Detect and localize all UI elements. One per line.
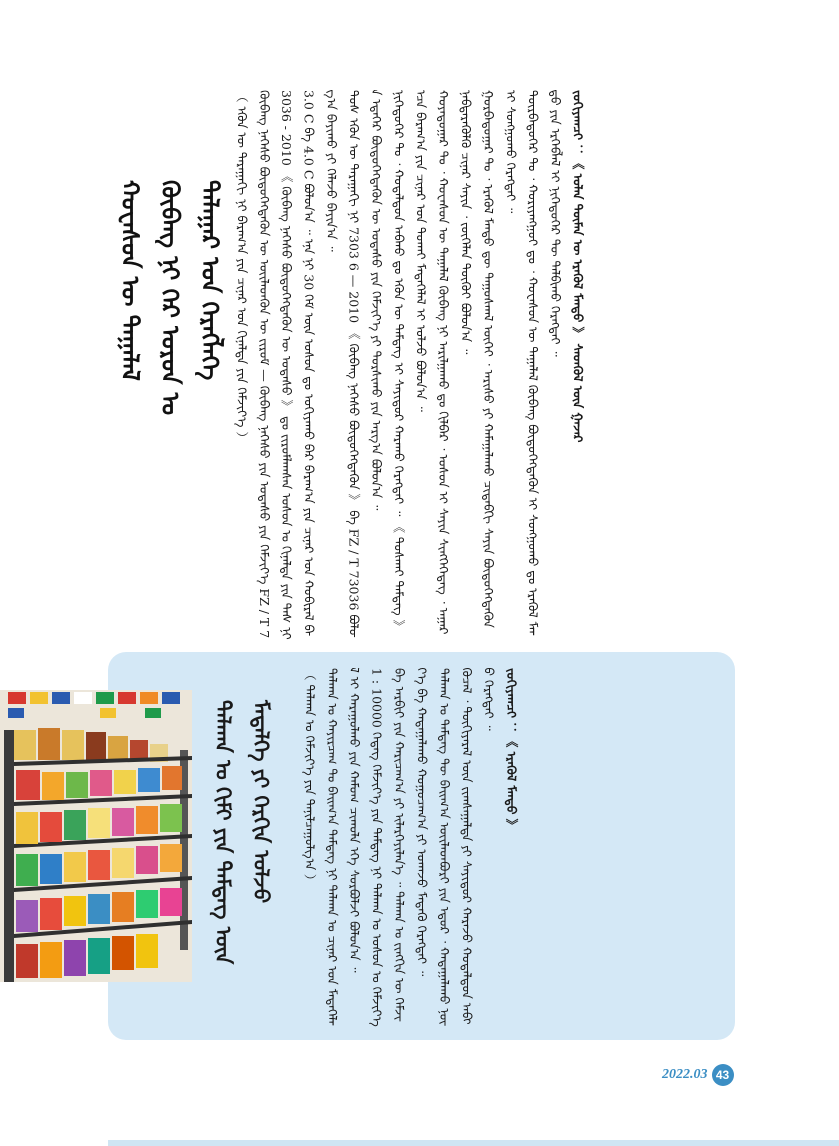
article-paragraph: ᠭᠤᠷᠪᠠᠳᠤᠭᠠᠷ ᠲᠤ ᠂ ᠡᠷᠡᠭᠦᠯ ᠮᠡᠨᠳᠦ ᠳᠦ ᠳᠠᠭᠤᠰᠬᠠᠯ ᠦᠭᠡᠢ ᠂ ᠠᠷᠢᠰᠤ ᠶᠢ ᠬᠠᠮᠠᠭᠠᠯᠠᠬᠤ ᠴᠢᠳᠠᠪᠬᠢ ᠰᠠᠶᠢᠨ ᠪᠦᠲᠦᠭᠡᠭᠳᠡᠬᠦᠨ ᠢ ᠰᠣᠩᠭᠣᠬᠤ ᠬᠡᠷᠡᠭᠲᠡᠢ ᠃: [480, 90, 519, 628]
article-paragraph: ᠬᠦᠪᠡᠩ ᠨᠡᠬᠡᠰᠦ ᠪᠦᠲᠦᠭᠡᠭᠳᠡᠬᠦᠨ ᠦ ᠦᠢᠯᠡᠳᠬᠦᠨ ᠦ ᠵᠢᠷᠤᠮ — ᠬᠦᠪᠡᠩ ᠨᠡᠬᠡᠰᠦ ᠶᠢᠨ ᠤᠲᠠᠰᠤ ᠶᠢᠨ ᠬᠡᠮᠵᠢᠶ᠎ᠡ FZ / T 73036 - 2010 《 ᠬᠦᠪᠡᠩ ᠨᠡᠬᠡᠰᠦ ᠪᠦᠲᠦᠭᠡᠭᠳᠡᠬᠦᠨ ᠦ ᠤᠲᠠᠰᠤ 》 ᠳᠤ ᠵᠢᠷᠤᠮᠯᠠᠭᠰᠠᠨ ᠤᠰᠤᠨ ᠤ ᠬᠢᠨᠠᠯᠲᠠ ᠶᠢᠨ ᠳᠡᠰ ᠨᠢ 3.0 C ᠪᠠ 4.0 C ᠪᠤᠯᠤᠨ᠎ᠠ ᠃ ᠡᠨᠡ ᠨᠢ 30 ᠬᠡᠮ ᠦᠨ ᠤᠰᠤᠨ ᠳᠤ ᠤᠭᠢᠶᠠᠬᠤ ᠪᠠᠷ ᠪᠠᠷᠠᠭ᠎ᠠ ᠶᠢᠨ ᠴᠢᠨᠠᠷ ᠤᠨ ᠬᠤᠪᠢᠷᠠᠯ ᠪᠠᠭ᠎ᠠ ᠪᠠᠶᠢᠬᠤ ᠶᠢ ᠬᠡᠯᠡᠵᠦ ᠪᠠᠶᠢᠨ᠎ᠠ ᠃: [256, 90, 340, 640]
article-title-line-3: ᠲᠠᠯᠠᠭᠠᠷ ᠤᠨ ᠬᠡᠷᠡᠭᠯᠡᠭᠡ: [196, 180, 225, 381]
article-author: ᠵᠣᠬᠢᠶᠠᠭᠴᠢ ：《 ᠣᠯᠠᠨ ᠲᠦᠮᠡᠨ ᠦ ᠡᠷᠡᠭᠦᠯ ᠮᠡᠨᠳᠦ 》 ᠰᠡᠳᠭᠦᠯ ᠦᠨ ᠭᠠᠵᠠᠷ: [570, 90, 586, 443]
box-paragraph: （ ᠲᠠᠯᠬᠠᠨ ᠤ ᠬᠡᠮᠵᠢᠶ᠎ᠡ ᠶᠢᠨ ᠲᠠᠨᠢᠯᠴᠠᠭᠤᠯᠭ᠎ᠠ ）: [302, 668, 318, 887]
box-author: ᠵᠣᠬᠢᠶᠠᠭᠴᠢ ：《 ᠡᠷᠡᠭᠦᠯ ᠮᠡᠨᠳᠦ 》: [504, 668, 520, 832]
article-paragraph: ᠳᠦᠷᠪᠡᠳᠦᠭᠡᠷ ᠲᠤ ᠂ ᠬᠤᠷᠢᠶᠠᠩᠭᠤᠢ ᠳᠤ ᠂ ᠬᠤᠸᠠᠰᠤᠨ ᠦ ᠲᠠᠭᠠᠯᠠᠯ ᠬᠦᠪᠡᠩ ᠪᠦᠲᠦᠭᠡᠭᠳᠡᠬᠦᠨ ᠢ ᠰᠣᠩᠭᠣᠬᠤ ᠳᠤ ᠡᠷᠡᠭᠦᠯ ᠮᠡᠨᠳᠦ ᠶᠢᠨ ᠡᠷᠬᠡᠪᠯᠡᠯ ᠢ ᠨᠢᠭᠡᠳᠦᠭᠡᠷ ᠲᠦ ᠲᠠᠯᠪᠢᠬᠤ ᠬᠡᠷᠡᠭᠲᠡᠢ ᠃: [525, 90, 564, 635]
article-paragraph: ᠨᠢᠭᠡᠳᠦᠭᠡᠷ ᠲᠤ ᠂ ᠬᠤᠳᠠᠯᠳᠤᠨ ᠠᠪᠬᠤ ᠳᠤ ᠡᠭᠦᠨ ᠦ ᠲᠡᠮᠳᠡᠭ ᠢ ᠰᠠᠶᠢᠲᠤᠷ ᠬᠠᠷᠠᠬᠤ ᠬᠡᠷᠡᠭᠲᠡᠢ ᠃ 《 ᠲᠤᠰᠬᠠᠢ ᠲᠡᠮᠳᠡᠭ 》 ᠡᠴᠡ ᠪᠠᠷᠠᠭ᠎ᠠ ᠶᠢᠨ ᠴᠢᠨᠠᠷ ᠤᠨ ᠲᠤᠬᠠᠢ ᠮᠡᠳᠡᠭᠡᠯᠡᠯ ᠢ ᠤᠯᠵᠤ ᠪᠤᠯᠤᠨ᠎ᠠ ᠃: [391, 90, 429, 633]
shelf-illustration: [0, 690, 192, 982]
page-number-footer: [662, 1064, 734, 1086]
box-body: [298, 668, 728, 1028]
box-title-line-1: ᠲᠠᠯᠬᠠᠨ ᠤ ᠬᠢᠮᠢ ᠶᠢᠨ ᠲᠡᠮᠳᠡᠭ ᠦᠨ: [211, 700, 236, 965]
article-title-line-1: ᠬᠤᠸᠠᠰᠤᠨ ᠦ ᠲᠠᠭᠠᠯᠠᠯ: [116, 180, 145, 381]
box-title-line-2: ᠮᠡᠳᠡᠯᠭᠡ ᠶᠢ ᠬᠡᠷᠬᠢᠨ ᠤᠯᠵᠤ: [249, 700, 274, 904]
article-body: [230, 90, 735, 640]
supermarket-shelf-photo: [0, 690, 192, 982]
box-paragraph: ᠲᠠᠯᠬᠠᠨ ᠤ ᠲᠡᠮᠳᠡᠭ ᠲᠦ ᠪᠠᠢᠭ᠎ᠠ ᠦᠢᠯᠡᠳᠪᠦᠷᠢ ᠶᠢᠨ ᠡᠳᠦᠷ ᠂ ᠬᠠᠳᠠᠭᠠᠯᠠᠬᠤ ᠨᠥᠬᠦᠴᠡᠯ ᠂ ᠲᠦᠬᠢᠶᠡᠷᠡᠯ ᠦᠨ ᠵᠢᠭᠰᠠᠭᠠᠯᠲᠠ ᠶᠢ ᠰᠠᠶᠢᠲᠤᠷ ᠬᠠᠷᠠᠵᠤ ᠬᠤᠳᠠᠯᠳᠤᠨ ᠠᠪᠬᠤ ᠬᠡᠷᠡᠭᠲᠡᠢ ᠃: [436, 668, 497, 1026]
box-paragraph: ᠲᠠᠯᠬᠠᠨ ᠤ ᠬᠠᠶᠢᠷᠴᠠᠭ ᠲᠤ ᠪᠠᠢᠭ᠎ᠠ ᠲᠡᠮᠳᠡᠭ ᠨᠢ ᠲᠠᠯᠬᠠᠨ ᠤ ᠴᠢᠨᠠᠷ ᠤᠨ ᠮᠡᠳᠡᠭᠡᠯᠡᠯ ᠢ ᠬᠠᠷᠠᠭᠤᠯᠬᠤ ᠶᠢᠨ ᠬᠠᠮᠤᠭ ᠴᠢᠬᠤᠯᠠ ᠡᠬᠡ ᠰᠤᠷᠪᠤᠯᠵᠢ ᠪᠤᠯᠤᠨ᠎ᠠ ᠃: [324, 668, 363, 1026]
article-paragraph: （ ᠡᠭᠦᠨ ᠦ ᠳᠠᠷᠠᠭᠠᠬᠢ ᠨᠢ ᠪᠠᠷᠠᠭ᠎ᠠ ᠶᠢᠨ ᠴᠢᠨᠠᠷ ᠤᠨ ᠬᠢᠨᠠᠯᠲᠠ ᠶᠢᠨ ᠬᠡᠮᠵᠢᠶ᠎ᠡ ）: [234, 90, 250, 444]
box-paragraph: 1 : 10000 ᠭᠡᠳᠡᠭ ᠬᠡᠮᠵᠢᠶ᠎ᠡ ᠶᠢᠨ ᠲᠡᠮᠳᠡᠭ ᠨᠢ ᠲᠠᠯᠬᠠᠨ ᠤ ᠤᠰᠤᠨ ᠤ ᠬᠡᠮᠵᠢᠶ᠎ᠡ ᠪᠠ ᠠᠷᠪᠢᠢ ᠶᠢᠨ ᠬᠠᠷᠢᠴᠠᠭ᠎ᠠ ᠶᠢ ᠢᠯᠡᠷᠬᠡᠶᠢᠯᠡᠨ᠎ᠡ ᠃ ᠲᠠᠯᠬᠠᠨ ᠤ ᠵᠢᠩᠭᠢᠨ ᠦ ᠬᠡᠮᠵᠢᠶ᠎ᠡ ᠪᠠ ᠬᠠᠳᠠᠭᠠᠯᠠᠬᠤ ᠬᠤᠭᠤᠴᠠᠭ᠎ᠠ ᠶᠢ ᠤᠬᠠᠵᠤ ᠮᠡᠳᠡᠬᠦ ᠬᠡᠷᠡᠭᠲᠡᠢ ᠃: [369, 668, 430, 1027]
bottom-decor-bar: [108, 1140, 839, 1146]
page-number: 43: [712, 1064, 734, 1086]
article-paragraph: ᠲᠤᠰ ᠡᠭᠦᠨ ᠦ ᠳᠠᠷᠠᠭᠠᠬᠢ ᠨᠢ 7303 6 — 2010 《 ᠬᠦᠪᠡᠩ ᠨᠡᠬᠡᠰᠦ ᠪᠦᠲᠦᠭᠡᠭᠳᠡᠬᠦᠨ 》 ᠪᠠ FZ / T 73036 ᠪᠣᠯᠣᠨ ᠡᠳᠡᠭᠡᠷ ᠪᠦᠲᠦᠭᠡᠭᠳᠡᠬᠦᠨ ᠦ ᠤᠲᠠᠰᠤ ᠶᠢᠨ ᠬᠡᠮᠵᠢᠶ᠎ᠡ ᠶᠢ ᠲᠤᠷᠰᠢᠬᠤ ᠶᠢᠨ ᠠᠷᠭ᠎ᠠ ᠪᠤᠯᠤᠨ᠎ᠠ ᠃: [346, 90, 384, 637]
issue-date: 2022.03: [662, 1067, 708, 1082]
article-paragraph: ᠬᠤᠶᠠᠳᠤᠭᠠᠷ ᠲᠤ ᠂ ᠬᠤᠸᠠᠰᠤᠨ ᠦ ᠲᠠᠭᠠᠯᠠᠯ ᠬᠦᠪᠡᠩ ᠨᠢ ᠠᠷᠢᠯᠭᠠᠬᠤ ᠳᠤ ᠬᠢᠯᠪᠠᠷ ᠂ ᠤᠰᠤᠨ ᠢ ᠰᠠᠶᠢᠨ ᠰᠢᠩᠭᠡᠭᠡᠳᠡᠭ ᠂ ᠠᠭᠠᠷ ᠨᠡᠪᠲᠡᠷᠡᠭᠦᠯᠬᠦ ᠴᠢᠨᠠᠷ ᠰᠠᠶᠢᠨ ᠂ ᠵᠦᠭᠡᠯᠡᠨ ᠳᠦᠭᠦᠢ ᠪᠤᠯᠤᠨ᠎ᠠ ᠃: [436, 90, 474, 635]
article-title-line-2: ᠬᠦᠪᠡᠩ ᠨᠢ ᠭᠡᠷ ᠣᠷᠣᠨ ᠤ: [156, 180, 185, 416]
